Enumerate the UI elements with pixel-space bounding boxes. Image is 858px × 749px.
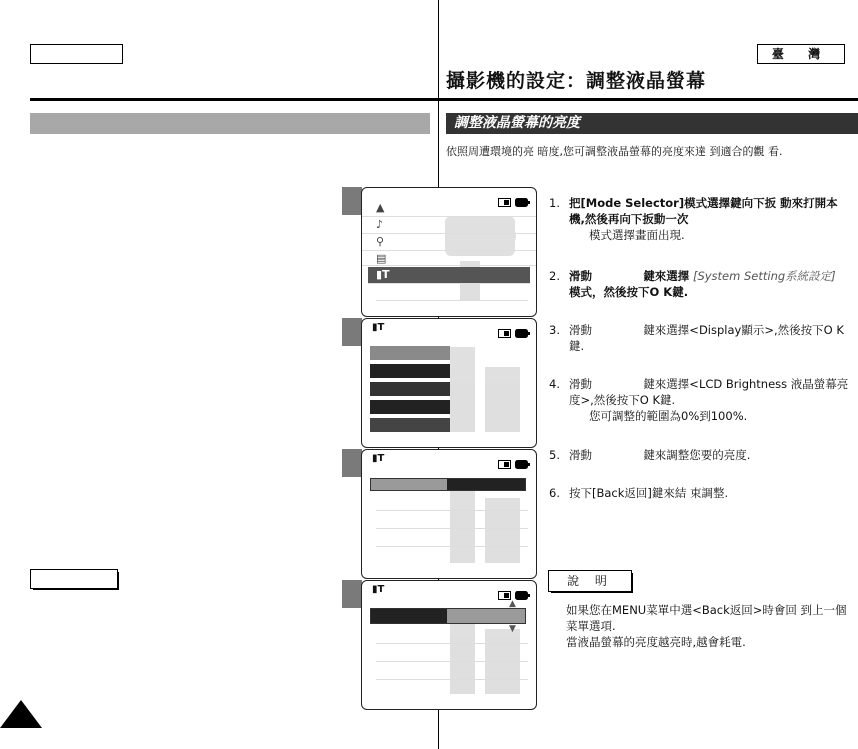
display-option-bar[interactable] <box>370 478 526 491</box>
step-5 <box>549 447 849 463</box>
page-title: 攝影機的設定：調整液晶螢幕 <box>446 70 707 92</box>
step-number: 4. <box>549 377 560 391</box>
step-4 <box>549 376 849 424</box>
menu-separator <box>376 643 528 644</box>
step-number: 3. <box>549 323 560 337</box>
step-text: 鍵來調整您要的亮度. <box>643 448 751 462</box>
menu-separator <box>376 546 528 547</box>
step-number: 5. <box>549 448 560 462</box>
note-label: 說 明 <box>548 570 632 592</box>
menu-separator <box>376 661 528 662</box>
microphone-icon: ⚲ <box>376 235 385 248</box>
header-rule-right <box>439 98 858 101</box>
screen-tab <box>342 187 362 215</box>
menu-row-voice[interactable] <box>362 234 536 251</box>
screen-tab <box>342 318 362 346</box>
system-setting-screen <box>361 318 537 448</box>
menu-row-up[interactable] <box>362 200 536 217</box>
brightness-screen <box>361 580 537 710</box>
up-arrow-icon: ▲ <box>376 201 385 214</box>
menu-option-3[interactable] <box>370 382 450 396</box>
step-sub: 模式選擇畫面出現. <box>589 228 685 242</box>
step-2 <box>549 268 849 300</box>
step-number: 2. <box>549 269 560 283</box>
screen-tab <box>342 449 362 477</box>
header-rule-left <box>30 98 438 101</box>
step-text: 按下[Back返回]鍵來結 束調整. <box>569 486 729 500</box>
menu-separator <box>376 528 528 529</box>
step-number: 6. <box>549 486 560 500</box>
battery-icon <box>498 454 524 462</box>
note-line: 當液晶螢幕的亮度越亮時,越會耗電. <box>566 635 746 649</box>
screen-tab <box>342 580 362 608</box>
step-text: 把[Mode Selector]模式選擇鍵向下扳 動來打開本機,然後再向下扳動一次 <box>569 196 838 226</box>
settings-icon: ▮T <box>376 268 390 281</box>
menu-row-music[interactable] <box>362 217 536 234</box>
down-arrow-icon[interactable]: ▼ <box>509 624 516 634</box>
menu-separator <box>376 300 528 301</box>
step-number: 1. <box>549 196 560 210</box>
step-text: 滑動 <box>569 269 592 283</box>
step-text: 滑動 <box>569 377 592 391</box>
step-text: 模式，然後按下O K鍵. <box>569 285 689 299</box>
menu-row-file[interactable] <box>362 251 536 266</box>
left-label-box <box>30 569 118 589</box>
document-icon: ▤ <box>376 252 387 265</box>
region-badge: 臺 灣 <box>757 44 845 64</box>
battery-icon <box>498 192 524 200</box>
page-corner-triangle-icon <box>0 700 42 728</box>
battery-icon <box>498 585 524 593</box>
menu-option-5[interactable] <box>370 418 450 432</box>
left-header-box <box>30 44 123 64</box>
battery-icon <box>498 323 524 331</box>
step-sub: 您可調整的範圍為0%到100%. <box>589 409 748 423</box>
settings-icon: ▮T <box>372 584 385 595</box>
step-text: 鍵來選擇<LCD Brightness 液晶螢幕亮度>,然後按下O K鍵. <box>569 377 849 407</box>
step-text: 鍵來選擇<Display顯示>,然後按下O K鍵. <box>569 323 844 353</box>
note-line: 如果您在MENU菜單中選<Back返回>時會回 到上一個菜單選項. <box>566 603 847 633</box>
note-text <box>566 602 850 650</box>
step-text: 鍵來選擇 <box>643 269 690 283</box>
menu-option-2[interactable] <box>370 364 450 378</box>
step-1 <box>549 195 849 243</box>
settings-icon: ▮T <box>372 453 385 464</box>
step-text: 滑動 <box>569 448 592 462</box>
menu-separator <box>376 679 528 680</box>
step-3 <box>549 322 849 354</box>
section-title: 調整液晶螢幕的亮度 <box>446 113 858 134</box>
left-section-bar <box>30 113 430 134</box>
menu-option-1[interactable] <box>370 346 450 360</box>
menu-separator <box>376 510 528 511</box>
music-note-icon: ♪ <box>376 218 384 231</box>
step-text: 滑動 <box>569 323 592 337</box>
up-arrow-icon[interactable]: ▲ <box>509 599 516 609</box>
mode-select-screen <box>361 187 537 317</box>
step-6 <box>549 485 849 501</box>
brightness-slider[interactable] <box>370 608 526 624</box>
menu-row-settings[interactable] <box>368 267 530 284</box>
step-italic: [System Setting系統設定] <box>692 269 836 283</box>
settings-icon: ▮T <box>372 322 385 333</box>
menu-option-4[interactable] <box>370 400 450 414</box>
tools-watermark <box>440 337 530 437</box>
section-intro: 依照周遭環境的亮 暗度,您可調整液晶螢幕的亮度來達 到適合的觀 看. <box>446 145 783 158</box>
display-screen <box>361 449 537 579</box>
